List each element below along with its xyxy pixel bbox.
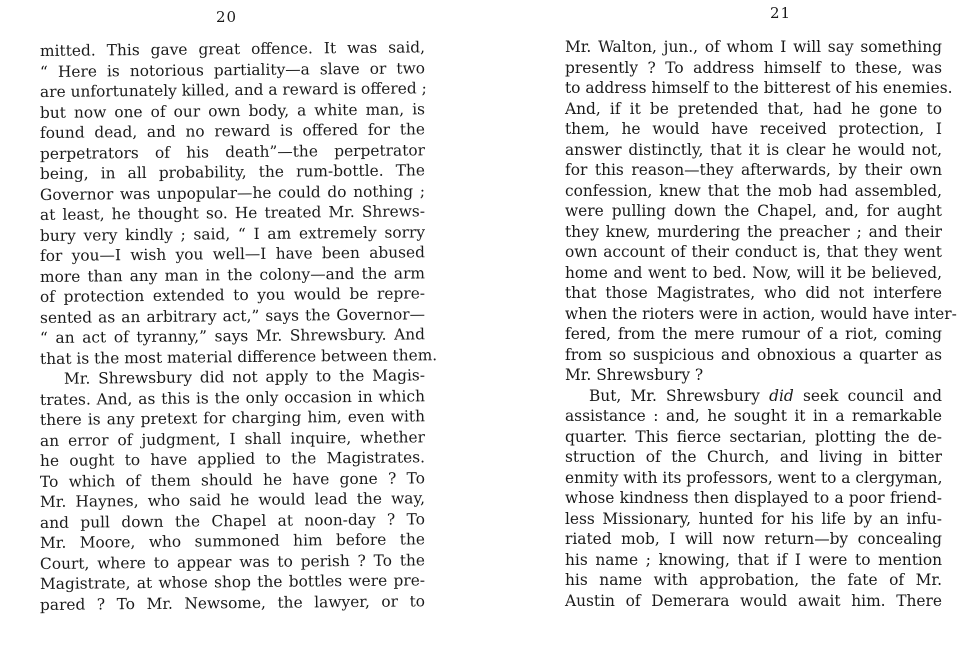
text-line: that is the most material difference between them.: [39, 345, 438, 368]
text-line: whose kindness then displayed to a poor friend-: [565, 489, 942, 507]
text-line: being, in all probability, the rum-bottle. The: [39, 161, 426, 183]
text-line: Mr. Shrewsbury ?: [565, 366, 704, 384]
text-line: pared ? To Mr. Newsome, the lawyer, or to: [39, 591, 426, 614]
text-line: assistance : and, he sought it in a remarkable: [565, 407, 942, 425]
text-line: Mr. Walton, jun., of whom I will say something: [565, 38, 942, 56]
text-line: presently ? To address himself to these, was: [565, 58, 942, 77]
text-line: he ought to have applied to the Magistrates.: [39, 448, 426, 470]
text-line: sented as an arbitrary act,” says the Governor—: [39, 304, 426, 327]
text-line: Mr. Shrewsbury did not apply to the Magis-: [63, 366, 426, 388]
text-line: enmity with its professors, went to a clergyman,: [565, 468, 943, 487]
text-line: but now one of our own body, a white man, is: [39, 99, 426, 122]
left-page-text: [39, 38, 438, 615]
text-fragment: But, Mr. Shrewsbury: [589, 386, 760, 405]
text-line: an error of judgment, I shall inquire, whether: [39, 427, 426, 450]
text-line: his name with approbation, the fate of Mr.: [565, 571, 942, 589]
text-line: at least, he thought so. He treated Mr. Shrews-: [39, 202, 426, 224]
page-number-right: 21: [770, 4, 792, 22]
text-line: less Missionary, hunted for his life by an infu-: [565, 509, 942, 528]
text-line: there is any pretext for charging him, even with: [39, 407, 426, 429]
text-line: for you—I wish you well—I have been abused: [39, 243, 426, 265]
text-line: they knew, murdering the preacher ; and their: [565, 222, 942, 241]
text-line: mitted. This gave great offence. It was said,: [39, 38, 426, 60]
page-number-left: 20: [216, 8, 238, 26]
text-line: fered, from the mere rumour of a riot, coming: [565, 325, 942, 343]
text-line: [565, 386, 942, 407]
text-line: To which of them should he have gone ? To: [39, 468, 426, 491]
text-line: perpetrators of his death”—the perpetrator: [39, 140, 426, 163]
text-line: them, he would have received protection, I: [565, 120, 942, 138]
text-line: are unfortunately killed, and a reward is offered ;: [39, 79, 427, 101]
text-line: and pull down the Chapel at noon-day ? To: [39, 509, 426, 532]
text-line: for this reason—they afterwards, by their own: [565, 161, 942, 179]
text-line: to address himself to the bitterest of his enemies.: [565, 79, 953, 97]
text-line: Court, where to appear was to perish ? To the: [39, 550, 426, 573]
text-line: Governor was unpopular—he could do nothing ;: [39, 181, 426, 204]
text-line: were pulling down the Chapel, and, for aught: [565, 202, 942, 220]
text-line: own account of their conduct is, that they went: [565, 243, 942, 261]
text-line: struction of the Church, and living in bitter: [565, 448, 942, 466]
left-page: [0, 0, 480, 660]
text-line: “ an act of tyranny,” says Mr. Shrewsbury. And: [39, 325, 426, 347]
text-line: trates. And, as this is the only occasion in which: [39, 386, 426, 409]
text-line: answer distinctly, that it is clear he would not,: [565, 140, 942, 159]
text-line: Magistrate, at whose shop the bottles were pre-: [39, 571, 426, 593]
text-line: “ Here is notorious partiality—a slave or two: [39, 58, 426, 81]
text-line: more than any man in the colony—and the arm: [39, 263, 426, 286]
text-line: quarter. This fierce sectarian, plotting the de-: [565, 427, 942, 446]
text-line: confession, knew that the mob had assembled,: [565, 181, 942, 200]
text-line: when the rioters were in action, would have inter-: [565, 304, 957, 323]
text-line: found dead, and no reward is offered for the: [39, 120, 426, 142]
text-line: his name ; knowing, that if I were to mention: [565, 550, 942, 569]
text-line: of protection extended to you would be repre-: [39, 284, 426, 306]
text-line: And, if it be pretended that, had he gone to: [565, 99, 942, 118]
italic-emphasis: did: [769, 386, 794, 405]
text-line: from so suspicious and obnoxious a quarter as: [565, 345, 942, 364]
text-line: that those Magistrates, who did not interfere: [565, 284, 942, 302]
right-page-text: [565, 37, 957, 611]
text-line: Mr. Haynes, who said he would lead the way,: [39, 489, 426, 511]
text-line: Mr. Moore, who summoned him before the: [39, 530, 426, 552]
text-line: home and went to bed. Now, will it be believed,: [565, 263, 942, 282]
text-line: Austin of Demerara would await him. There: [565, 591, 942, 610]
text-line: riated mob, I will now return—by concealing: [565, 530, 942, 548]
text-line: bury very kindly ; said, “ I am extremely sorry: [39, 222, 426, 245]
text-fragment: seek council and: [802, 386, 942, 405]
right-page: [490, 0, 980, 660]
